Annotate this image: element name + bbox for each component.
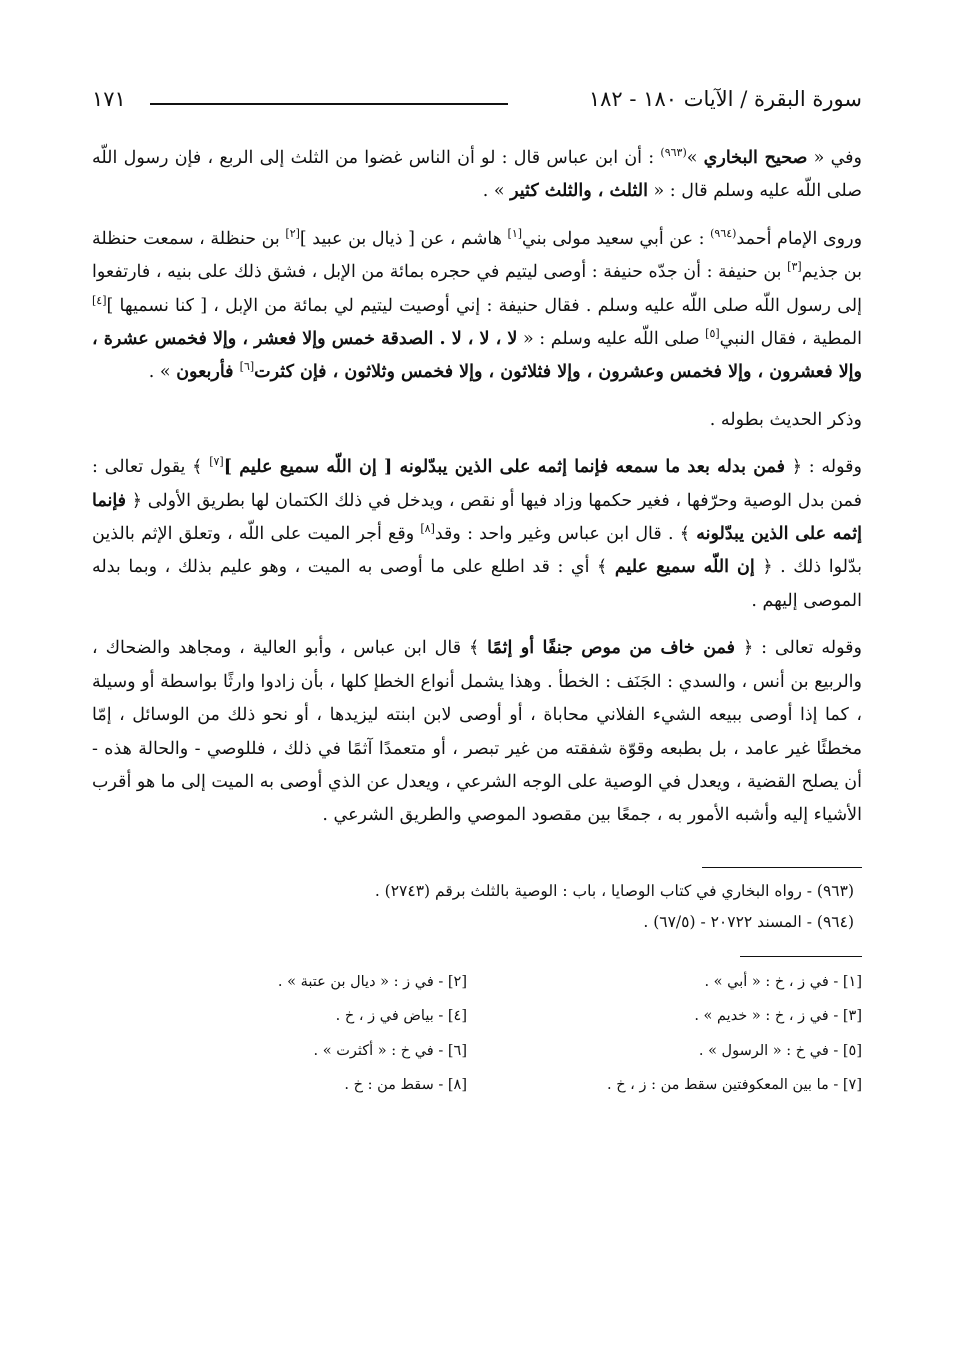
text-run: : عن أبي سعيد مولى بني: [522, 228, 711, 249]
text-run: » .: [482, 181, 511, 202]
variant-3: [٣] - في ز ، خ : « خديم » .: [694, 1008, 862, 1025]
text-run: بن حنظلة ، سمعت حنظلة بن جذيم: [92, 228, 862, 283]
text-run: ﴾ يقول تعالى : فمن بدل الوصية وحرّفها ، فغير حكمها وزاد فيها أو نقص ، ويدخل في ذلك الكتمان لها بطريق الأولى ﴿: [92, 457, 862, 511]
text-run: وروى الإمام أحمد: [736, 228, 863, 249]
verse-bold: فمن بدله بعد ما سمعه فإنما إثمه على الذين يبدّلونه [ إن اللّه سميع عليم ]: [223, 457, 786, 478]
paragraph-verse-182: [92, 632, 862, 832]
header-title: سورة البقرة / الآيات ١٨٠ - ١٨٢: [588, 87, 862, 111]
running-header: [92, 82, 862, 116]
variant-ref: [٤]: [92, 293, 107, 307]
text-run: »: [686, 148, 704, 168]
text-run: ﴾ . قال ابن عباس وغير واحد : وقد: [434, 524, 697, 545]
text-run: المطية ، فقال النبي: [719, 329, 862, 350]
footnote-963: (٩٦٣) - رواه البخاري في كتاب الوصايا ، باب : الوصية بالثلث برقم (٢٧٤٣) .: [374, 881, 854, 900]
text-run: وفي «: [807, 148, 862, 168]
paragraph-bukhari: [92, 142, 862, 209]
hadith-quote-bold: لا ، لا ، لا . الصدقة خمس وإلا فعشر ، وإلا فخمس عشرة ، وإلا فعشرون ، وإلا فخمس وعشرون ، وإلا فثلاثون ، وإلا فخمس وثلاثون ، فإن كثرت: [92, 329, 862, 383]
hadith-quote-bold: فأربعون: [176, 362, 240, 383]
text-run: وقع أجر الميت على اللّه ، وتعلق الإثم بالذين بدّلوا ذلك . ﴿: [92, 524, 863, 578]
main-text: [92, 142, 862, 833]
text-run: وذكر الحديث بطوله .: [709, 409, 862, 430]
header-rule: [150, 103, 508, 105]
text-run: صلى اللّه عليه وسلم : «: [517, 329, 706, 350]
text-run: هاشم ، عن [ ذيال بن عبيد ]: [299, 228, 508, 249]
verse-bold: إن اللّه سميع عليم: [614, 557, 755, 578]
page-number: ١٧١: [92, 87, 126, 111]
verse-bold: فإنما إثمه على الذين يبدّلونه: [92, 490, 862, 545]
footnote-separator: [702, 867, 862, 868]
footnote-ref: (٩٦٣): [660, 146, 687, 160]
footnote-ref: (٩٦٤): [710, 226, 737, 240]
text-run: : أن ابن عباس قال : لو أن الناس غضوا من الثلث إلى الربع ، فإن رسول اللّه صلى اللّه عليه وسلم قال : «: [92, 148, 862, 202]
variant-1: [١] - في ز ، خ : « أبي » .: [704, 973, 862, 990]
variant-ref: [٣]: [787, 260, 802, 274]
paragraph-ahmad: [92, 223, 862, 390]
paragraph-verse-181: [92, 451, 862, 618]
variant-7: [٧] - ما بين المعكوفتين سقط من : ز ، خ .: [607, 1077, 862, 1094]
book-title-bold: صحيح البخاري: [703, 148, 808, 168]
variant-6: [٦] - في خ : « أكثرت » .: [313, 1042, 467, 1059]
text-run: ﴾ قال ابن عباس ، وأبو العالية ، ومجاهد والضحاك ، والربيع بن أنس ، والسدي : الجَنَف : الخطأ . وهذا يشمل أنواع الخطإ كلها ، بأن زادوا وارثًا بواسطة أو وسيلة ، كما إذا أوصى ببيعه الشيء الفلاني محاباة ، أو أوصى لابن ابنته ليزيدها ، أو نحو ذلك من الوسائل ، إمّا مخطئًا غير عامد ، بل بطبعه وقوّة شفقته من غير تبصر ، أو متعمدًا آثمًا في ذلك ، فللوصي - والحالة هذه - أن يصلح القضية ، ويعدل في الوصية على الوجه الشرعي ، ويعدل عن الذي أوصى به الميت إلى ما هو أقرب الأشياء إليه وأشبه الأمور به ، جمعًا بين مقصود الموصي والطريق الشرعي .: [92, 638, 862, 826]
variant-4: [٤] - بياض في ز ، خ .: [335, 1008, 467, 1025]
verse-bold: فمن خاف من موص جنفًا أو إثمًا: [487, 638, 736, 659]
manuscript-variants: [92, 965, 862, 1103]
text-run: وقوله تعالى : ﴿: [735, 638, 862, 659]
variants-separator: [740, 956, 862, 957]
footnotes: [92, 876, 862, 938]
text-run: بن حنيفة : أن جدّه حنيفة : أوصى ليتيم في حجره بمائة من الإبل ، فشق ذلك على بنيه ، فارتفعوا إلى رسول اللّه صلى اللّه عليه وسلم . فقال حنيفة : إني أوصيت ليتيم لي بمائة من الإبل ، [ كنا نسميها ]: [92, 262, 862, 316]
text-run: » .: [148, 362, 177, 383]
footnote-964: (٩٦٤) - المسند ٢٠٧٢٢ - (٦٧/٥) .: [643, 912, 854, 931]
hadith-quote-bold: الثلث ، والثلث كثير: [510, 181, 648, 202]
text-run: ﴾ أي : قد اطلع على ما أوصى به الميت ، وهو عليم بذلك ، وبما بدله الموصى إليهم .: [92, 557, 862, 611]
text-run: وقوله : ﴿: [785, 457, 862, 478]
variant-ref: [٨]: [420, 522, 435, 536]
variant-ref: [٦]: [239, 360, 255, 374]
variant-8: [٨] - سقط من : خ .: [344, 1077, 467, 1094]
variant-ref: [٥]: [705, 327, 720, 341]
paragraph-short: [92, 404, 862, 437]
variant-ref: [٢]: [285, 226, 300, 240]
variant-5: [٥] - في خ : « الرسول » .: [698, 1042, 862, 1059]
variant-ref: [١]: [507, 226, 523, 240]
variant-ref: [٧]: [209, 455, 224, 469]
variant-2: [٢] - في ز : « ديال بن عتبة » .: [277, 973, 467, 990]
